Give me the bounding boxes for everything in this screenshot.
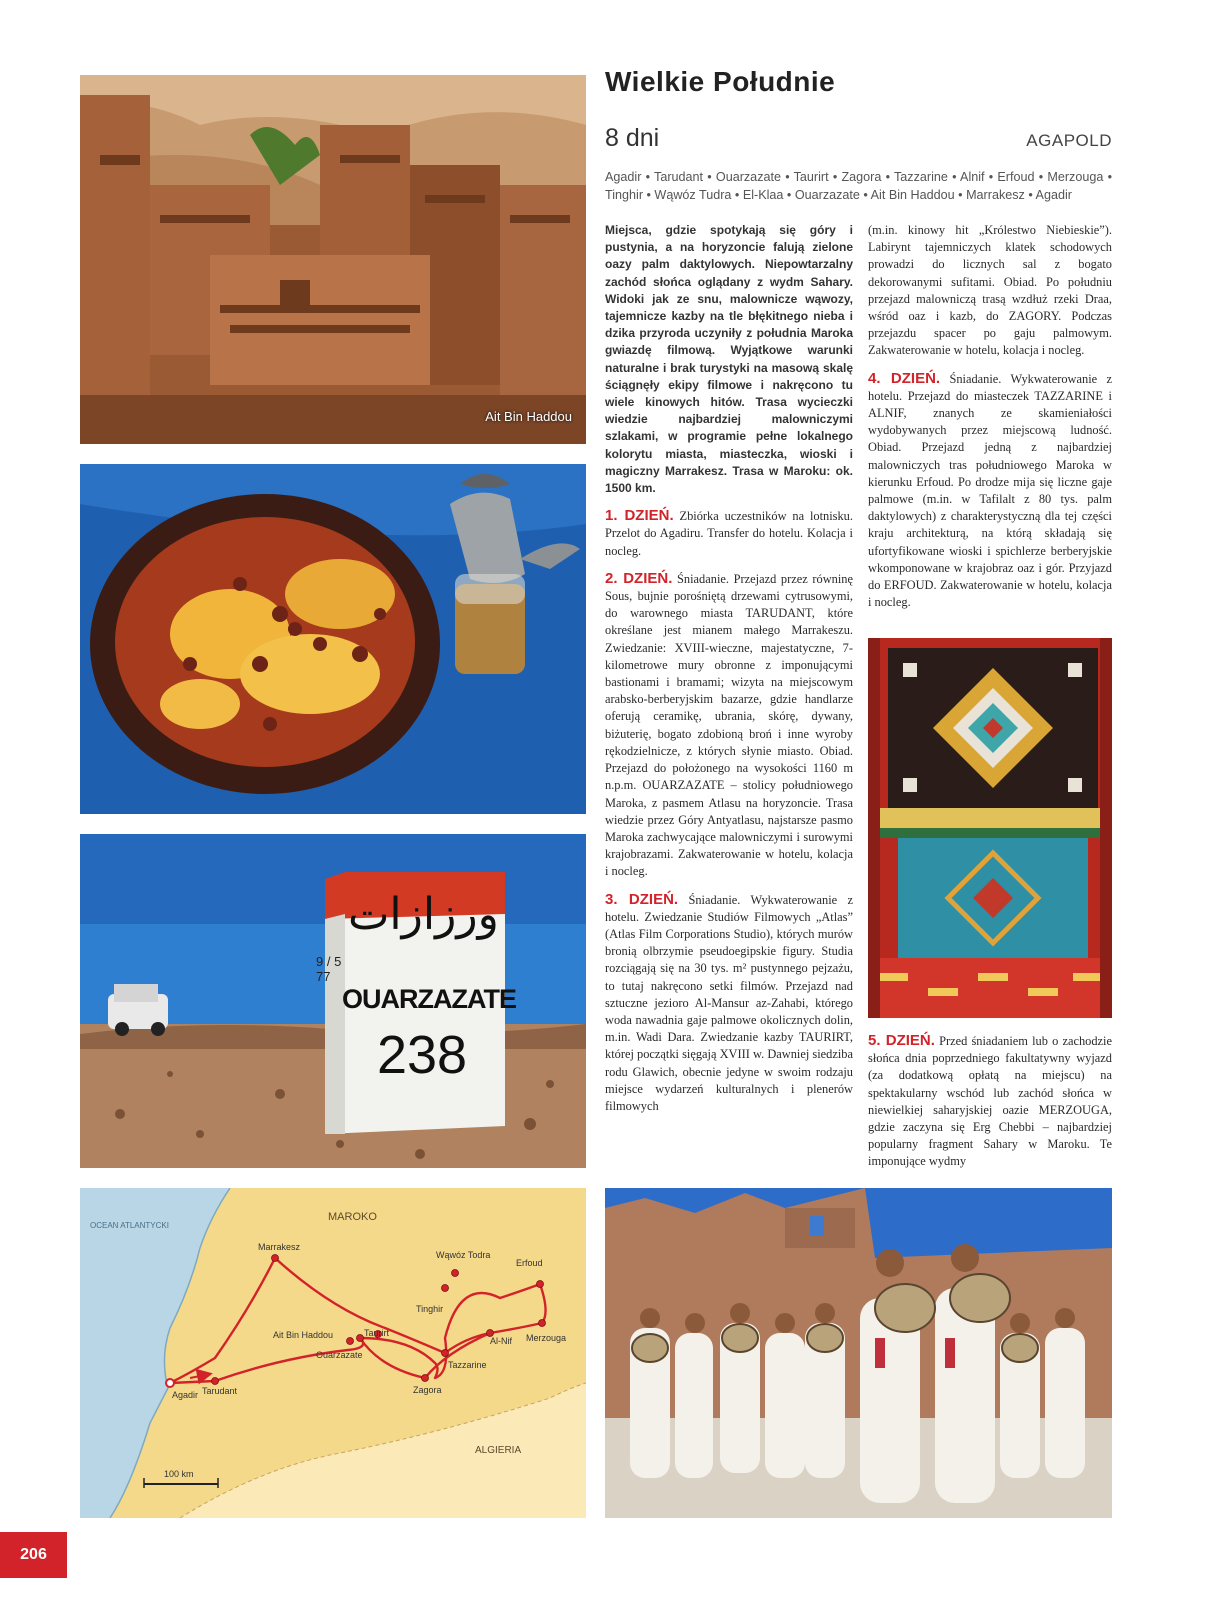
tour-operator: AGAPOLD	[1026, 131, 1112, 150]
intro-paragraph: Miejsca, gdzie spotykają się góry i pustynia, a na horyzoncie falują zielone oazy palm daktylowych. Niepowtarzalny zachód słońca oglądany z wydm Sahary. Widoki jak ze snu, malownicze wąwozy, tajemnicze kazby na tle błękitnego nieba i dzika przyroda uczyniły z południa Maroka gwiazdę filmową. Wyjątkowe warunki naturalne i brak turystyki na masową skalę ściągnęły ekipy filmowe i nakręcono tu wiele kinowych hitów. Trasa wycieczki wiedzie najbardziej malowniczymi szlakami, w programie pełne lokalnego kolorytu miasta, miasteczka, wioski i magiczny Marrakesz. Trasa w Maroku: ok. 1500 km.	[605, 223, 853, 496]
day-5-text: Przed śniadaniem lub o zachodzie słońca dnia poprzedniego fakultatywny wyjazd (za dodatkową opłatą na miejscu) na spektakularny wschód lub zachód słońca w niewielkiej saharyjskiej oazie MERZOUGA, gdzie zaczyna się Erg Chebbi – najbardziej popularny fragment Sahary w Maroku. Te imponujące wydmy	[868, 1034, 1112, 1169]
day-4-text: Śniadanie. Wykwaterowanie z hotelu. Przejazd do miasteczek TAZZARINE i ALNIF, znanych ze skamieniałości wydobywanych przez miejscową ludność. Obiad. Przejazd jedną z najbardziej malowniczych tras południowego Maroka w kierunku Erfoud. Po drodze mija się liczne gaje palmowe (m.in. w Tafilalt z 80 tys. palm daktylowych) z charakterystyczną dla tej części kraju architekturą, na którą składają się ufortyfikowane wioski i spichlerze berberyjskie wkomponowane w krajobraz oaz i gór. Przyjazd do ERFOUD. Zakwaterowanie w hotelu, kolacja i nocleg.	[868, 371, 1112, 610]
day-3-label: 3. DZIEŃ.	[605, 890, 679, 908]
map-city-zagora: Zagora	[413, 1385, 442, 1395]
photo-milestone	[80, 834, 586, 1168]
day-3-continued: (m.in. kinowy hit „Królestwo Niebieskie”). Labirynt tajemniczych klatek schodowych prowadzi do licznych sal z bogato dekorowanymi sufitami. Obiad. Po południu przejazd malowniczą trasą wzdłuż rzeki Draa, wśród oaz i kazb, do ZAGORY. Podczas przejazdu spacer po gaju palmowym. Zakwaterowanie w hotelu, kolacja i nocleg.	[868, 223, 1112, 358]
milestone-side-numbers: 9 / 577	[316, 954, 342, 984]
map-city-marrakesz: Marrakesz	[258, 1242, 301, 1252]
map-city-al-nif: Al-Nif	[490, 1336, 512, 1346]
text-column-right-top	[868, 222, 1112, 621]
map-label-ocean: OCEAN ATLANTYCKI	[90, 1221, 169, 1230]
route-list: Agadir • Tarudant • Ouarzazate • Taurirt • Zagora • Tazzarine • Alnif • Erfoud • Merzouga • Tinghir • Wąwóz Tudra • El-Klaa • Ouarzazate • Ait Bin Haddou • Marrakesz • Agadir	[605, 170, 1112, 202]
milestone-arabic: ورزازات	[348, 889, 499, 940]
milestone-name: OUARZAZATE	[342, 984, 516, 1014]
map-city-ouarzazate: Ouarzazate	[316, 1350, 363, 1360]
day-2-label: 2. DZIEŃ.	[605, 569, 673, 587]
day-1	[605, 507, 853, 560]
map-city-tazzarine: Tazzarine	[448, 1360, 487, 1370]
map-label-neighbor: ALGIERIA	[475, 1445, 522, 1456]
day-5-label: 5. DZIEŃ.	[868, 1032, 935, 1049]
day-4	[868, 370, 1112, 612]
map-city-tinghir: Tinghir	[416, 1304, 444, 1314]
map-city-wawoz-todra: Wąwóz Todra	[436, 1250, 491, 1260]
map-city-taurirt: Taurirt	[364, 1328, 390, 1338]
page-title: Wielkie Południe	[605, 66, 836, 97]
route-map	[80, 1188, 586, 1518]
page-number: 206	[0, 1532, 67, 1578]
day-4-label: 4. DZIEŃ.	[868, 369, 941, 387]
text-column-left	[605, 222, 853, 1125]
map-city-agadir: Agadir	[172, 1390, 199, 1400]
map-scale-label: 100 km	[164, 1469, 194, 1479]
day-3	[605, 891, 853, 1116]
day-1-label: 1. DZIEŃ.	[605, 507, 674, 525]
day-3-text: Śniadanie. Wykwaterowanie z hotelu. Zwiedzanie Studiów Filmowych „Atlas” (Atlas Film Corporations Studio), których murów bronią olbrzymie pseudoegipskie figury. Studia rozciągają się na 30 tys. m² pustynnego pejzażu, to tutaj nakręcono setki filmów. Przejazd nad sztuczne jezioro Al-Mansur az-Zahabi, którego woda nawadnia gaje palmowe okolicznych dolin, m.in. Wadi Dara. Zwiedzanie kazby TAURIRT, której początki sięgają XVIII w. Dawniej siedziba rodu Glawich, obecnie jedyne w swoim rodzaju miejsce wydarzeń kulturalnych i plenerów filmowych	[605, 892, 853, 1113]
text-column-right-bottom	[868, 1032, 1112, 1181]
map-city-merzouga: Merzouga	[526, 1333, 567, 1343]
photo-caption: Ait Bin Haddou	[485, 409, 572, 424]
photo-kasbah	[80, 75, 586, 444]
trip-duration: 8 dni	[605, 124, 660, 152]
photo-musicians	[605, 1188, 1112, 1518]
day-2	[605, 570, 853, 881]
photo-carpet	[868, 638, 1112, 1018]
map-city-tarudant: Tarudant	[202, 1386, 238, 1396]
day-1-text: Zbiórka uczestników na lotnisku. Przelot do Agadiru. Transfer do hotelu. Kolacja i nocleg.	[605, 509, 853, 558]
photo-tagine	[80, 464, 586, 814]
day-2-text: Śniadanie. Przejazd przez równinę Sous, bujnie porośniętą drzewami cytrusowymi, do warownego miasta TARUDANT, które określane jest mianem małego Marrakeszu. Zwiedzanie: XVIII-wieczne, majestatyczne, 7-kilometrowe mury obronne z imponującymi bastionami i bramami; wizyta na miejscowym arabsko-berberyjskim bazarze, gdzie handlarze oferują ceramikę, ubrania, skórę, dywany, biżuterię, bogato zdobioną broń i inne wyroby rękodzielnicze, z których słynie miasto. Obiad. Przejazd do położonego na wysokości 1160 m n.p.m. OUARZAZATE – stolicy południowego Maroka, z pasmem Atlasu na horyzoncie. Trasa wiedzie przez Góry Antyatlasu, najstarsze pasmo Maroka zachwycające malowniczymi i surowymi krajobrazami. Zakwaterowanie w hotelu, kolacja i nocleg.	[605, 571, 853, 879]
milestone-km: 238	[376, 1025, 468, 1085]
map-label-country: MAROKO	[328, 1211, 377, 1223]
map-city-ait-bin-haddou: Ait Bin Haddou	[273, 1330, 334, 1340]
day-5	[868, 1032, 1112, 1171]
map-city-erfoud: Erfoud	[516, 1258, 543, 1268]
